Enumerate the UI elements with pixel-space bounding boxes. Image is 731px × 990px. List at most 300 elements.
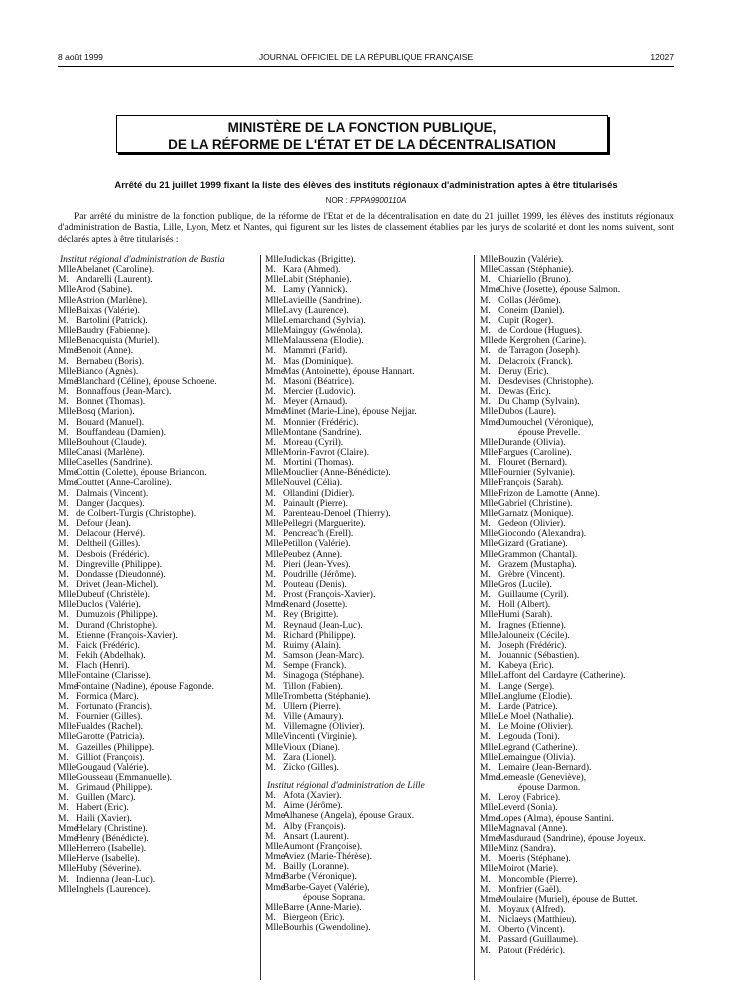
list-item: [480, 844, 680, 854]
list-item: [480, 631, 680, 641]
person-name: Laffont del Cardayre (Catherine).: [498, 671, 626, 682]
person-name: Oberto (Vincent).: [498, 925, 565, 936]
list-item: [265, 357, 470, 367]
person-name: Cottin (Colette), épouse Briancon.: [76, 468, 207, 479]
civility: M.: [58, 569, 69, 580]
person-name: Grammon (Chantal).: [498, 549, 578, 560]
civility: Mlle: [480, 407, 498, 418]
person-name: Bartolini (Patrick).: [76, 315, 148, 326]
person-name: Passard (Guillaume).: [498, 935, 579, 946]
institute-heading: Institut régional d'administration de Bastia: [60, 255, 225, 265]
person-name: Sinagoga (Stéphane).: [283, 671, 365, 682]
list-item: [265, 377, 470, 387]
list-item: [58, 489, 258, 499]
list-item: [265, 872, 470, 882]
list-item: [265, 570, 470, 580]
list-item: [265, 641, 470, 651]
list-item: [58, 285, 258, 295]
list-item: [480, 285, 680, 295]
civility: Mlle: [58, 772, 76, 783]
person-name: Kara (Ahmed).: [283, 265, 341, 276]
civility: M.: [58, 661, 69, 672]
civility: M.: [58, 559, 69, 570]
civility: Mme: [265, 600, 286, 611]
civility: M.: [58, 793, 69, 804]
list-item: [480, 478, 680, 488]
list-item: [480, 773, 680, 783]
list-item: [480, 925, 680, 935]
list-item: [265, 265, 470, 275]
person-name: Samson (Jean-Marc).: [283, 651, 365, 662]
person-name: Etienne (François-Xavier).: [76, 630, 178, 641]
civility: M.: [58, 701, 69, 712]
person-name: Zara (Lionel).: [283, 752, 337, 763]
header-rule: [58, 66, 674, 67]
list-item: [265, 468, 470, 478]
civility: Mlle: [480, 864, 498, 875]
list-item: [480, 915, 680, 925]
civility: Mlle: [58, 305, 76, 316]
list-item: [58, 803, 258, 813]
list-item: [265, 661, 470, 671]
civility: M.: [265, 285, 276, 296]
person-name: Le Moine (Olivier).: [498, 722, 574, 733]
list-item: [58, 418, 258, 428]
civility: M.: [265, 762, 276, 773]
civility: M.: [480, 732, 491, 743]
list-item: [265, 702, 470, 712]
civility: M.: [58, 742, 69, 753]
person-name: Deltheil (Gilles).: [76, 539, 141, 550]
list-item: [58, 478, 258, 488]
person-name: Alby (François).: [283, 821, 346, 832]
civility: Mlle: [265, 326, 283, 337]
civility: M.: [265, 437, 276, 448]
list-item: [58, 265, 258, 275]
civility: Mlle: [265, 305, 283, 316]
person-name: Grèbre (Vincent).: [498, 569, 565, 580]
list-item: [480, 875, 680, 885]
list-item: [265, 306, 470, 316]
civility: M.: [58, 427, 69, 438]
person-name: Aumont (Françoise).: [283, 841, 363, 852]
civility: Mlle: [58, 671, 76, 682]
list-item: [480, 570, 680, 580]
person-name: Blanchard (Céline), épouse Schoene.: [76, 376, 217, 387]
civility: M.: [58, 539, 69, 550]
list-item: [58, 753, 258, 763]
person-name: Dalmais (Vincent).: [76, 488, 149, 499]
person-name: Andarelli (Laurent).: [76, 275, 153, 286]
list-item: [265, 923, 470, 933]
list-item: [480, 560, 680, 570]
person-name: Collas (Jérôme).: [498, 295, 561, 306]
civility: Mlle: [58, 326, 76, 337]
person-name: Gros (Lucile).: [498, 580, 552, 590]
person-name: Henry (Bénédicte).: [76, 833, 149, 844]
person-name: Niclaeys (Matthieu).: [498, 915, 577, 926]
civility: Mlle: [480, 336, 498, 347]
civility: M.: [265, 458, 276, 469]
person-name: Alhanese (Angela), épouse Graux.: [283, 811, 415, 822]
civility: M.: [480, 905, 491, 915]
civility: M.: [265, 397, 276, 408]
person-name: Nouvel (Célia).: [283, 478, 343, 489]
civility: M.: [480, 326, 491, 337]
person-name: Mammri (Farid).: [283, 346, 348, 357]
list-item: [265, 722, 470, 732]
civility: M.: [265, 580, 276, 590]
person-name: Gousseau (Emmanuelle).: [76, 772, 173, 783]
person-name: Garotte (Patricia).: [76, 732, 145, 743]
civility: Mlle: [58, 265, 76, 276]
list-item: [58, 428, 258, 438]
list-item: [480, 692, 680, 702]
list-item: [480, 357, 680, 367]
list-item: [265, 832, 470, 842]
civility: M.: [265, 265, 276, 276]
person-name: Aime (Jérôme).: [283, 801, 343, 812]
civility: Mlle: [58, 732, 76, 743]
list-item: [58, 550, 258, 560]
list-item: [265, 743, 470, 753]
person-name: Langlume (Elodie).: [498, 691, 573, 702]
person-name: Garnatz (Monique).: [498, 508, 574, 519]
person-name: Trombetta (Stéphanie).: [283, 691, 371, 702]
list-item: [480, 489, 680, 499]
civility: Mme: [58, 833, 79, 844]
civility: Mlle: [480, 742, 498, 753]
list-item: [480, 712, 680, 722]
person-name: Bourhis (Gwendoline).: [283, 923, 371, 934]
civility: Mme: [265, 872, 286, 883]
list-item: [265, 489, 470, 499]
list-item: [265, 499, 470, 509]
list-item: [58, 824, 258, 834]
civility: M.: [58, 387, 69, 398]
person-name: Gabriel (Christine).: [498, 498, 573, 509]
list-item: [58, 875, 258, 885]
list-item: [265, 852, 470, 862]
list-item: [480, 661, 680, 671]
person-name: Lemarchand (Sylvia).: [283, 315, 366, 326]
list-item: [480, 732, 680, 742]
civility: Mlle: [480, 488, 498, 499]
person-name: Du Champ (Sylvain).: [498, 397, 580, 408]
civility: Mlle: [58, 854, 76, 865]
civility: Mlle: [480, 468, 498, 479]
person-name: Durande (Olivia).: [498, 437, 566, 448]
civility: Mme: [265, 852, 286, 863]
list-item: [480, 407, 680, 417]
civility: M.: [265, 376, 276, 387]
list-item: [480, 550, 680, 560]
person-name: Lemaire (Jean-Bernard).: [498, 762, 592, 773]
person-name: Ville (Amaury).: [283, 712, 344, 723]
person-name: Moulaire (Muriel), épouse de Buttet.: [498, 894, 638, 905]
person-name: Petillon (Valérie).: [283, 539, 351, 550]
civility: Mlle: [480, 610, 498, 621]
person-name: Benoit (Anne).: [76, 346, 133, 357]
civility: M.: [480, 945, 491, 956]
person-name: de Cordoue (Hugues).: [498, 326, 583, 337]
civility: M.: [480, 366, 491, 377]
civility: M.: [265, 417, 276, 428]
civility: M.: [58, 630, 69, 641]
civility: Mlle: [58, 366, 76, 377]
civility: Mlle: [265, 902, 283, 913]
list-item: [265, 560, 470, 570]
person-name: Gazeilles (Philippe).: [76, 742, 155, 753]
civility: M.: [58, 752, 69, 763]
list-item: [58, 275, 258, 285]
list-item: [265, 600, 470, 610]
civility: M.: [265, 831, 276, 842]
list-item-continuation: épouse Darmon.: [518, 783, 581, 794]
civility: Mlle: [58, 295, 76, 306]
list-item: [480, 367, 680, 377]
list-item: [58, 682, 258, 692]
person-name: Durand (Christophe).: [76, 620, 158, 631]
person-name: Duclos (Valérie).: [76, 600, 141, 611]
civility: Mme: [265, 882, 286, 893]
list-item: [58, 519, 258, 529]
list-item: [265, 651, 470, 661]
person-name: Bouard (Manuel).: [76, 417, 145, 428]
list-item: [265, 590, 470, 600]
list-item: [265, 811, 470, 821]
civility: M.: [480, 915, 491, 926]
person-name: Afota (Xavier).: [283, 791, 342, 802]
civility: M.: [58, 783, 69, 794]
list-item: [480, 854, 680, 864]
person-name: Tillon (Fabien).: [283, 681, 343, 692]
person-name: Flach (Henri).: [76, 661, 130, 672]
civility: M.: [480, 590, 491, 601]
list-item: [480, 306, 680, 316]
person-name: Dewas (Eric).: [498, 387, 551, 398]
civility: Mlle: [265, 447, 283, 458]
list-item: [480, 763, 680, 773]
civility: M.: [480, 458, 491, 469]
person-name: Moyaux (Alfred).: [498, 905, 566, 915]
civility: M.: [265, 488, 276, 499]
civility: Mme: [480, 813, 501, 824]
person-name: Desbois (Frédéric).: [76, 549, 150, 560]
civility: M.: [58, 315, 69, 326]
civility: M.: [58, 275, 69, 286]
person-name: Mas (Antoinette), épouse Hannart.: [283, 366, 415, 377]
ministry-heading-line-2: DE LA RÉFORME DE L'ÉTAT ET DE LA DÉCENTRALISATION: [168, 137, 556, 152]
person-name: Barbe (Véronique).: [283, 872, 357, 883]
nor-reference: [58, 196, 674, 205]
civility: Mlle: [480, 539, 498, 550]
person-name: Cupit (Roger).: [498, 315, 554, 326]
person-name: Judickas (Brigitte).: [283, 255, 356, 265]
civility: M.: [480, 315, 491, 326]
person-name: Lange (Serge).: [498, 681, 555, 692]
person-name: Deruy (Eric).: [498, 366, 549, 377]
intro-text: Par arrêté du ministre de la fonction publique, de la réforme de l'Etat et de la décentralisation en date du 21 juillet 1999, les élèves des instituts régionaux d'administration de Bastia, Lille, Lyon, Metz et Nantes, qui figurent sur les listes de classement établies par les jurys de scolarité et dont les noms suivent, sont déclarés aptes à être titularisés :: [58, 212, 674, 245]
list-item: [265, 285, 470, 295]
civility: M.: [480, 661, 491, 672]
list-item: [480, 336, 680, 346]
person-name: Lemaingue (Olivia).: [498, 752, 576, 763]
list-item: [265, 418, 470, 428]
person-name: Dumouchel (Véronique),: [498, 417, 594, 428]
person-name: Chive (Josette), épouse Salmon.: [498, 285, 621, 296]
civility: M.: [58, 356, 69, 367]
list-item: [265, 550, 470, 560]
person-name: Vioux (Diane).: [283, 742, 340, 753]
person-name: Rey (Brigitte).: [283, 610, 339, 621]
list-item: [265, 458, 470, 468]
civility: Mlle: [480, 803, 498, 814]
list-item: [58, 438, 258, 448]
civility: M.: [480, 376, 491, 387]
civility: Mlle: [58, 336, 76, 347]
person-name: Gedeon (Olivier).: [498, 519, 566, 530]
civility: M.: [480, 620, 491, 631]
person-name: Lemeasle (Geneviève),: [498, 772, 587, 783]
person-name: Bonnaffous (Jean-Marc).: [76, 387, 172, 398]
list-item: [58, 773, 258, 783]
civility: Mlle: [265, 336, 283, 347]
list-item: [58, 610, 258, 620]
list-item: [480, 539, 680, 549]
person-name: Sempe (Franck).: [283, 661, 347, 672]
civility: Mlle: [480, 580, 498, 590]
person-name: Danger (Jacques).: [76, 498, 145, 509]
list-item: [480, 255, 680, 265]
list-item: [480, 499, 680, 509]
person-name: Defour (Jean).: [76, 519, 131, 530]
person-name: Grimaud (Philippe).: [76, 783, 153, 794]
civility: Mlle: [265, 468, 283, 479]
list-item: [58, 458, 258, 468]
person-name: Moirot (Marie).: [498, 864, 559, 875]
list-item: [265, 883, 470, 893]
list-item: [58, 783, 258, 793]
civility: M.: [58, 712, 69, 723]
civility: M.: [480, 651, 491, 662]
civility: Mlle: [265, 732, 283, 743]
list-item: [58, 814, 258, 824]
person-name: Masoni (Béatrice).: [283, 376, 355, 387]
person-name: François (Sarah).: [498, 478, 564, 489]
civility: Mlle: [480, 508, 498, 519]
list-item: [480, 905, 680, 915]
person-name: Pieri (Jean-Yves).: [283, 559, 351, 570]
civility: M.: [265, 569, 276, 580]
civility: Mlle: [265, 427, 283, 438]
person-name: Fortunato (Francis).: [76, 701, 152, 712]
list-item: [265, 367, 470, 377]
person-name: Lamy (Yannick).: [283, 285, 348, 296]
person-name: Herve (Isabelle).: [76, 854, 140, 865]
list-item: [58, 570, 258, 580]
list-item: [265, 438, 470, 448]
person-name: Bailly (Loranne).: [283, 862, 349, 873]
person-name: Le Moel (Nathalie).: [498, 712, 574, 723]
list-item: [58, 387, 258, 397]
list-item: [58, 793, 258, 803]
person-name: Ansart (Laurent).: [283, 831, 349, 842]
person-name: Guillaume (Cyril).: [498, 590, 569, 601]
list-item: [480, 641, 680, 651]
civility: Mme: [265, 366, 286, 377]
list-item: [480, 682, 680, 692]
person-name: Lopes (Alma), épouse Santini.: [498, 813, 614, 824]
list-item: [58, 732, 258, 742]
civility: M.: [480, 295, 491, 306]
person-name: Iragnes (Etienne).: [498, 620, 567, 631]
civility: M.: [480, 701, 491, 712]
civility: M.: [265, 529, 276, 540]
civility: Mme: [265, 811, 286, 822]
list-item: [480, 275, 680, 285]
list-item: [480, 814, 680, 824]
list-item: [58, 590, 258, 600]
person-name: Barbe-Gayet (Valérie),: [283, 882, 370, 893]
person-name: Masduraud (Sandrine), épouse Joyeux.: [498, 833, 647, 844]
person-name: Fontaine (Clarisse).: [76, 671, 151, 682]
civility: M.: [265, 821, 276, 832]
civility: M.: [265, 590, 276, 601]
civility: Mlle: [480, 671, 498, 682]
list-item: [265, 621, 470, 631]
list-item: [265, 326, 470, 336]
civility: Mme: [480, 417, 501, 428]
civility: M.: [265, 356, 276, 367]
civility: M.: [265, 701, 276, 712]
civility: M.: [265, 610, 276, 621]
person-name: Kabeya (Eric).: [498, 661, 554, 672]
list-item: [265, 842, 470, 852]
names-column-1: [58, 255, 258, 895]
person-name: de Tarragon (Joseph).: [498, 346, 581, 357]
list-item: [58, 509, 258, 519]
person-name: Drivet (Jean-Michel).: [76, 580, 159, 590]
list-item: [58, 834, 258, 844]
civility: Mlle: [58, 407, 76, 418]
civility: M.: [480, 793, 491, 804]
list-item: [265, 913, 470, 923]
civility: Mlle: [58, 437, 76, 448]
person-name: Mouclier (Anne-Bénédicte).: [283, 468, 391, 479]
list-item: [265, 763, 470, 773]
civility: M.: [480, 884, 491, 895]
civility: M.: [58, 651, 69, 662]
civility: Mlle: [480, 447, 498, 458]
civility: Mme: [480, 833, 501, 844]
civility: M.: [265, 387, 276, 398]
civility: Mme: [58, 346, 79, 357]
person-name: Cassan (Stéphanie).: [498, 265, 574, 276]
person-name: Fournier (Sylvanie).: [498, 468, 576, 479]
person-name: Fontaine (Nadine), épouse Fagonde.: [76, 681, 214, 692]
list-item: [265, 397, 470, 407]
civility: Mlle: [265, 549, 283, 560]
ministry-heading-box: [116, 115, 608, 153]
civility: Mlle: [58, 590, 76, 601]
civility: M.: [265, 681, 276, 692]
list-item: [58, 763, 258, 773]
list-item: [480, 387, 680, 397]
person-name: Habert (Eric).: [76, 803, 129, 814]
page-number: 12027: [650, 52, 674, 62]
person-name: Labit (Stéphanie).: [283, 275, 352, 286]
